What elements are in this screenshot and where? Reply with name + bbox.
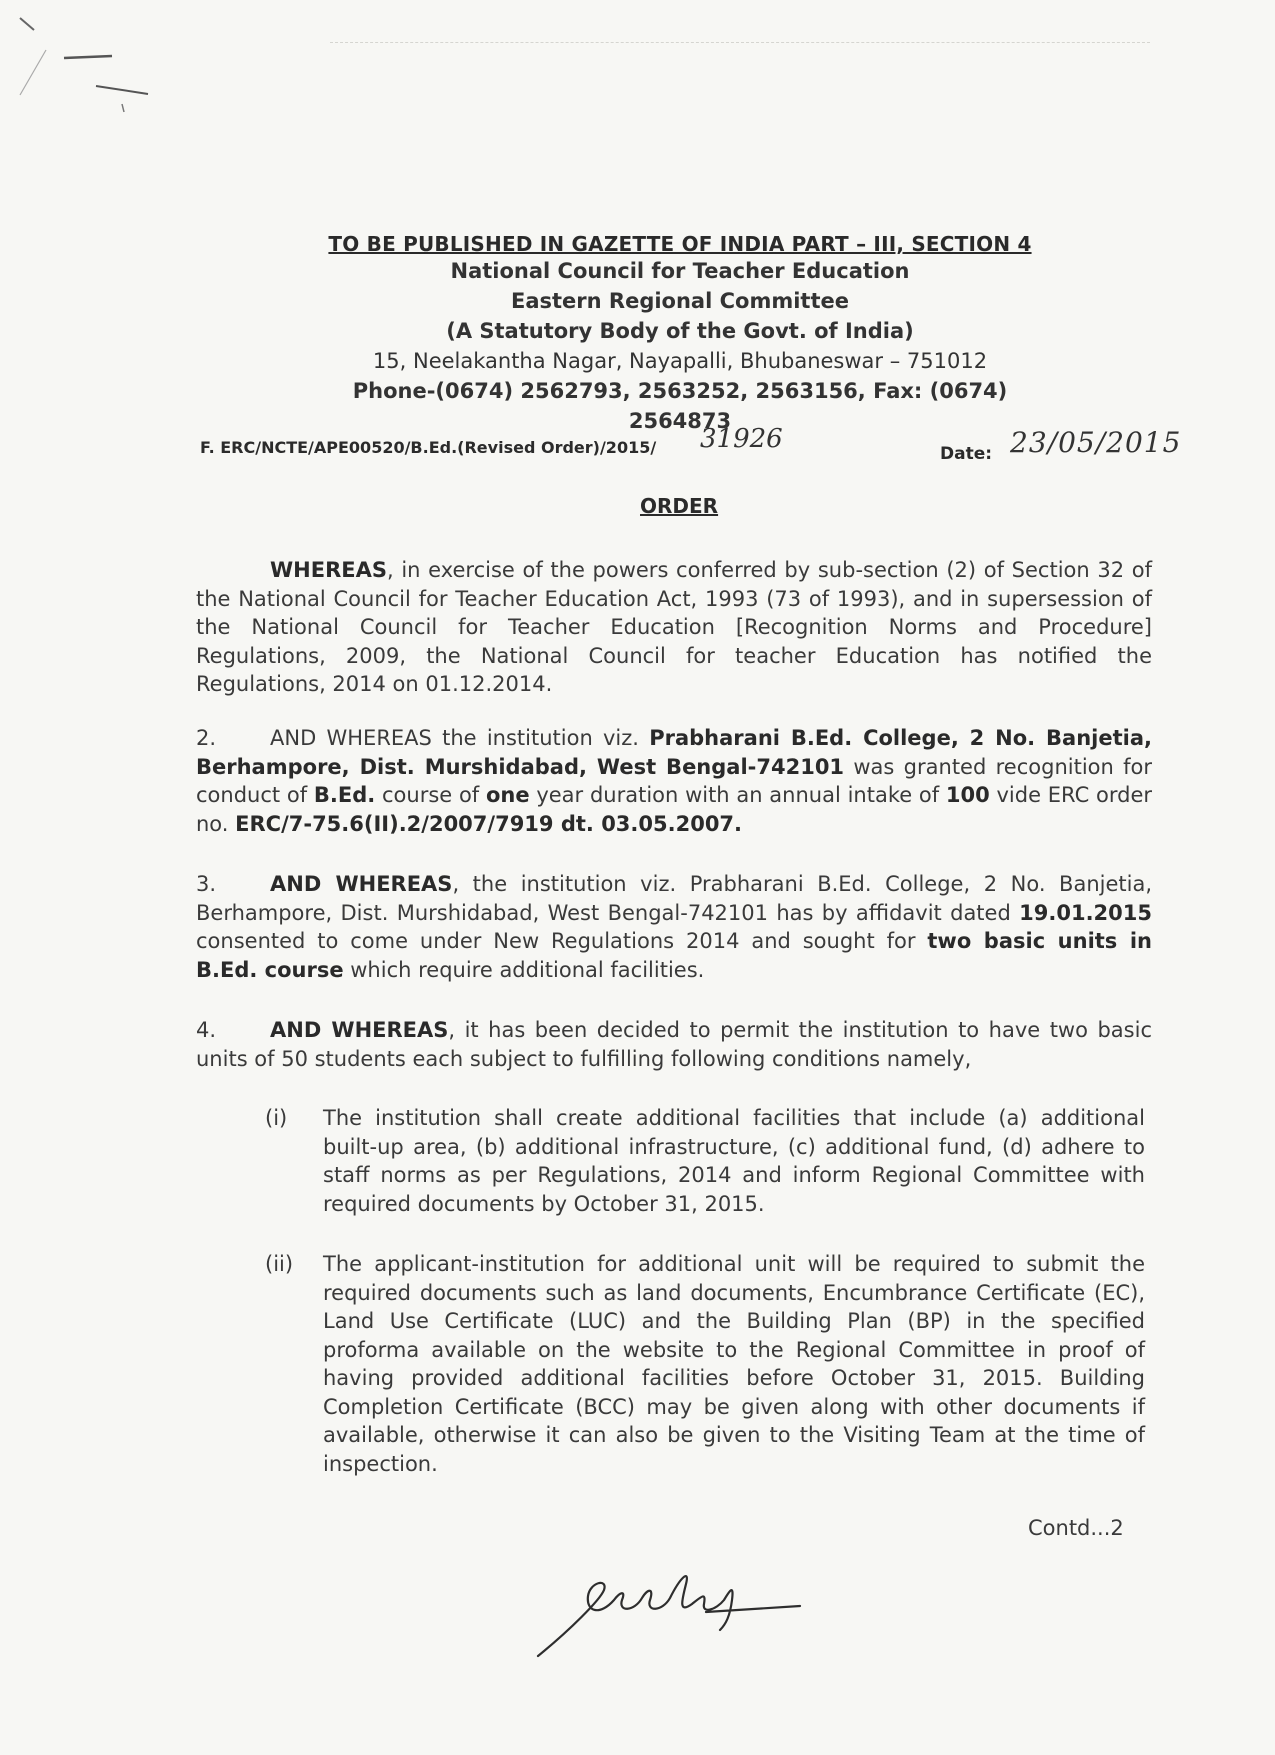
condition-label: (ii) (265, 1252, 294, 1276)
gazette-notice: TO BE PUBLISHED IN GAZETTE OF INDIA PART – III, SECTION 4 (328, 232, 1032, 256)
p3-number: 3. (196, 872, 217, 896)
statutory-note: (A Statutory Body of the Govt. of India) (446, 319, 914, 343)
paragraph-3 (196, 870, 1152, 984)
continued-marker: Contd...2 (1028, 1516, 1124, 1540)
p2-text-2: was granted recognition for conduct of (196, 754, 1152, 807)
p2-text-5: vide ERC order no. (196, 783, 1153, 836)
p4-lead: AND WHEREAS (270, 1018, 449, 1042)
condition-label: (i) (265, 1106, 288, 1130)
p4-text: , it has been decided to permit the institution to have two basic units of 50 students each subject to fulfilling following conditions namely, (196, 1018, 1152, 1071)
scan-marks (0, 0, 220, 140)
p1-text: , in exercise of the powers conferred by sub-section (2) of Section 32 of the National Council for Teacher Education Act, 1993 (73 of 1993), and in supersession of the National Council for Teacher Education [Recognition Norms and Procedure] Regulations, 2009, the National Council for teacher Education has notified the Regulations, 2014 on 01.12.2014. (196, 558, 1152, 696)
p2-duration: one (485, 783, 530, 807)
condition-text: The institution shall create additional facilities that include (a) additional built-up area, (b) additional infrastructure, (c) additional fund, (d) adhere to staff norms as per Regulations, 2014 and inform Regional Committee with required documents by October 31, 2015. (323, 1106, 1145, 1216)
p2-text-1: AND WHEREAS the institution viz. (270, 726, 650, 750)
paragraph-2 (196, 724, 1152, 838)
p3-text-1: , the institution viz. Prabharani B.Ed. College, 2 No. Banjetia, Berhampore, Dist. Murshidabad, West Bengal-742101 has by affidavit dated (196, 872, 1153, 925)
p2-text-3: course of (375, 783, 486, 807)
p1-lead: WHEREAS (270, 558, 387, 582)
p2-order-number: ERC/7-75.6(II).2/2007/7919 dt. 03.05.2007. (235, 811, 743, 836)
p4-number: 4. (196, 1018, 217, 1042)
p3-text-2: consented to come under New Regulations 2014 and sought for (196, 929, 928, 953)
committee-name: Eastern Regional Committee (511, 289, 849, 313)
p2-institution: Prabharani B.Ed. College, 2 No. Banjetia, Berhampore, Dist. Murshidabad, West Bengal-742101 (196, 726, 1152, 779)
p3-lead: AND WHEREAS (270, 872, 453, 896)
handwritten-date: 23/05/2015 (1010, 426, 1182, 459)
handwritten-signature (530, 1560, 830, 1660)
address-line: 15, Neelakantha Nagar, Nayapalli, Bhubaneswar – 751012 (372, 349, 988, 373)
reference-line (200, 424, 1210, 470)
p3-units: two basic units in B.Ed. course (196, 929, 1152, 982)
condition-text: The applicant-institution for additional unit will be required to submit the required documents such as land documents, Encumbrance Certificate (EC), Land Use Certificate (LUC) and the Building Plan (BP) in the specified proforma available on the website to the Regional Committee in proof of having provided additional facilities before October 31, 2015. Building Completion Certificate (BCC) may be given along with other documents if available, otherwise it can also be given to the Visiting Team at the time of inspection. (323, 1252, 1145, 1476)
condition-item (265, 1104, 1145, 1218)
date-label: Date: (940, 444, 993, 464)
paragraph-1 (196, 556, 1152, 699)
p2-number: 2. (196, 726, 217, 750)
organization-name: National Council for Teacher Education (450, 259, 910, 283)
p2-course: B.Ed. (313, 783, 376, 807)
paragraph-4 (196, 1016, 1152, 1073)
handwritten-dispatch-number: 31926 (700, 424, 783, 454)
file-number: F. ERC/NCTE/APE00520/B.Ed.(Revised Order)/2015/ (200, 438, 657, 457)
condition-item (265, 1250, 1145, 1478)
order-title: ORDER (640, 494, 719, 518)
p3-affidavit-date: 19.01.2015 (1019, 900, 1152, 925)
letterhead (320, 232, 1040, 436)
p2-text-4: year duration with an annual intake of (529, 783, 946, 807)
p2-intake: 100 (945, 783, 990, 807)
scan-top-line (330, 42, 1150, 44)
phone-line: Phone-(0674) 2562793, 2563252, 2563156, Fax: (0674) 2564873 (352, 379, 1008, 433)
p3-text-3: which require additional facilities. (343, 957, 705, 982)
